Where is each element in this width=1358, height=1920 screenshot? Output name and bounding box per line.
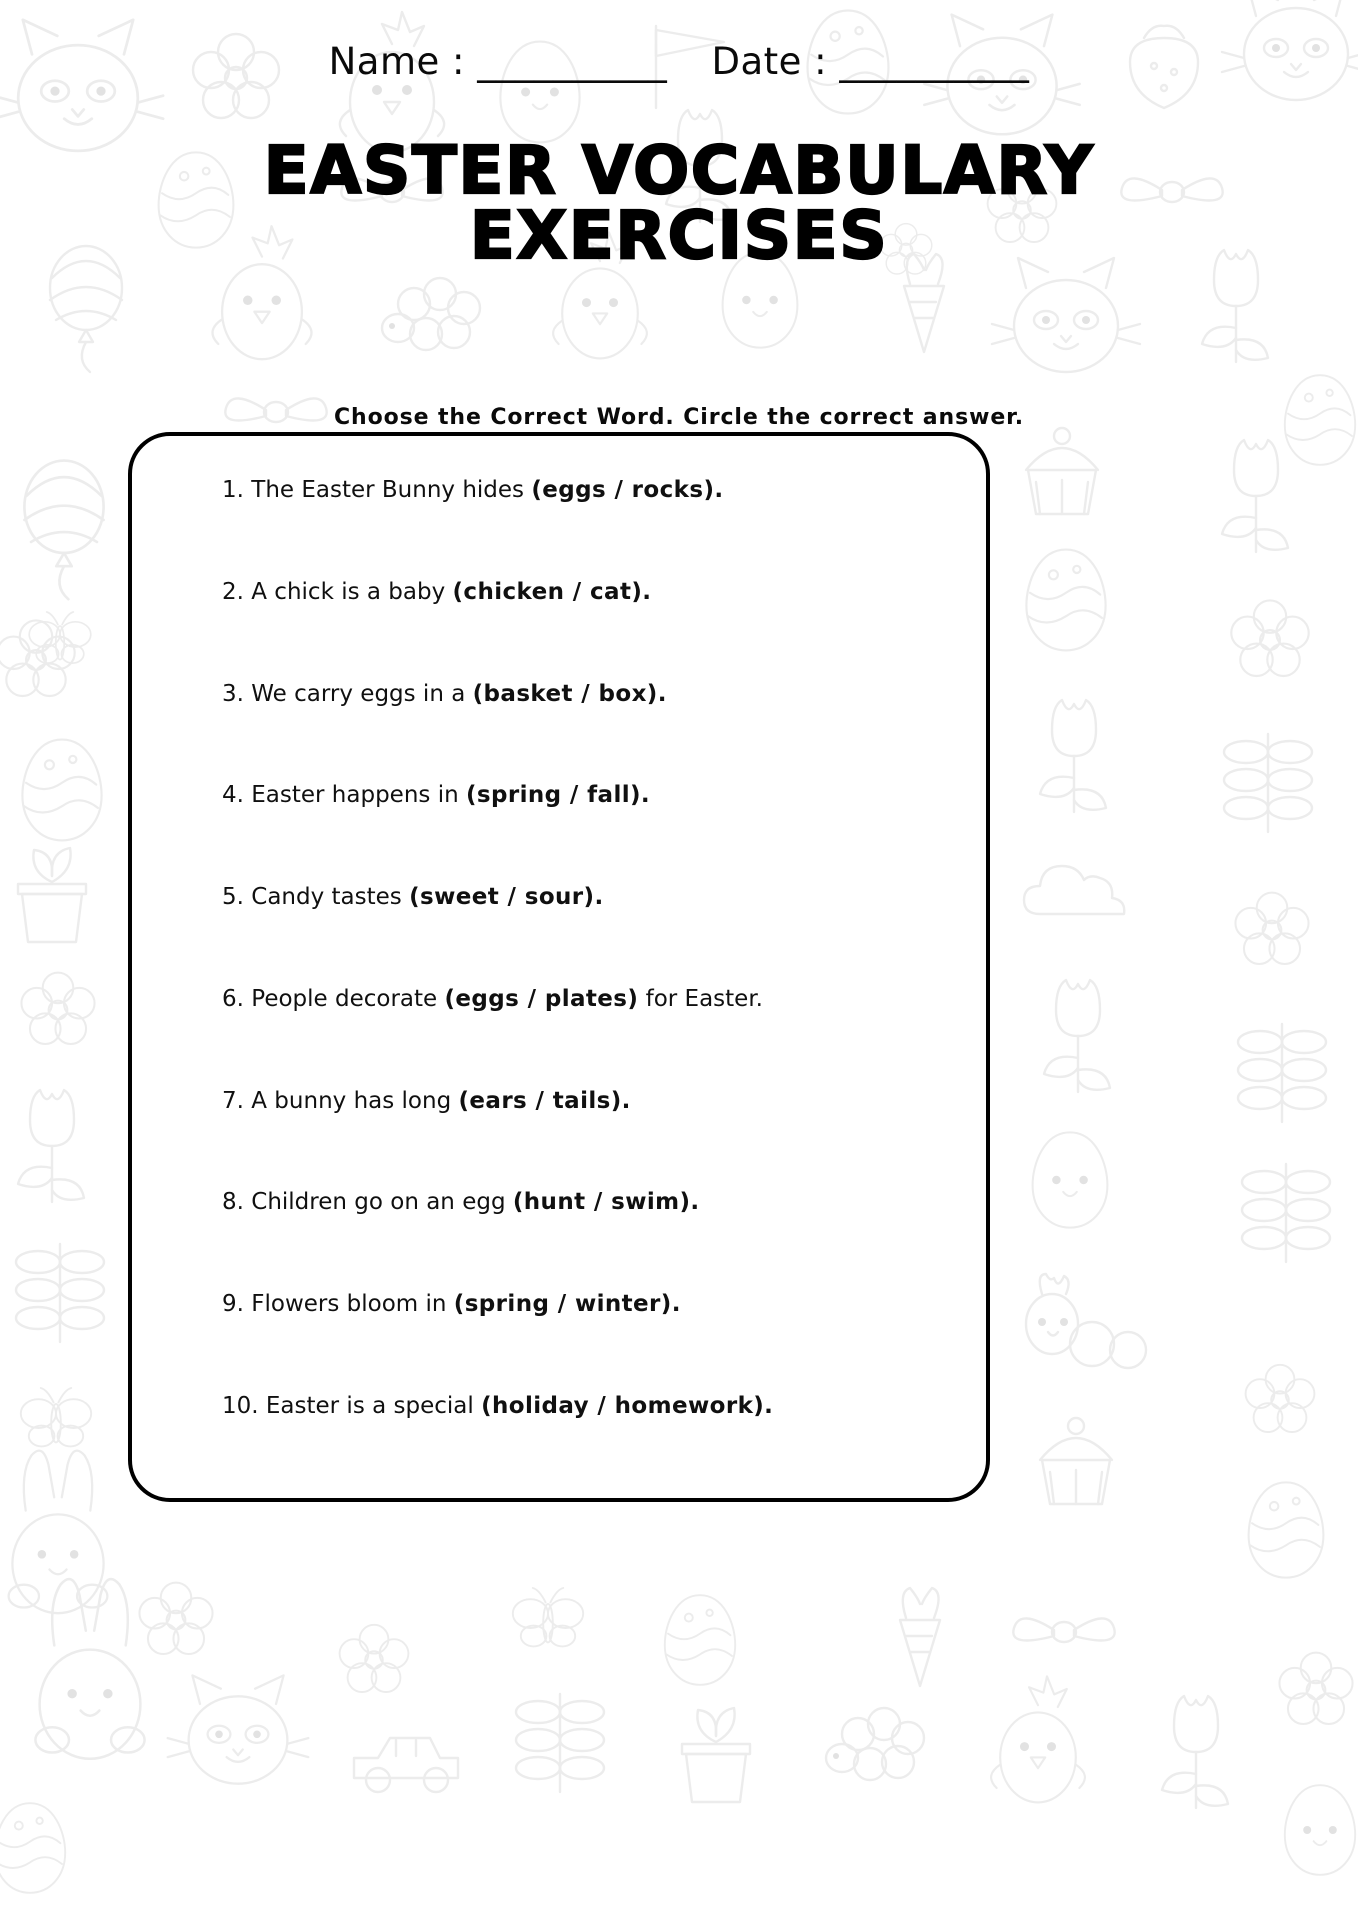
question-number: 2. xyxy=(222,578,244,605)
question-stem: A chick is a baby xyxy=(243,578,453,605)
title-line-2: EXERCISES xyxy=(469,197,889,275)
answer-choices[interactable]: (hunt / swim). xyxy=(512,1189,700,1216)
question-stem: People decorate xyxy=(243,985,445,1012)
name-date-row xyxy=(0,40,1358,83)
question-number: 8. xyxy=(222,1189,244,1216)
question-item[interactable] xyxy=(222,1290,962,1319)
question-tail: for Easter. xyxy=(638,985,763,1012)
answer-choices[interactable]: (eggs / plates) xyxy=(444,985,639,1012)
question-number: 10. xyxy=(222,1392,259,1419)
question-number: 6. xyxy=(222,985,244,1012)
question-number: 9. xyxy=(222,1291,244,1317)
date-field-label[interactable]: Date : __________ xyxy=(711,40,1030,83)
answer-choices[interactable]: (basket / box). xyxy=(472,680,667,707)
title-line-1: EASTER VOCABULARY xyxy=(263,132,1095,209)
answer-choices[interactable]: (spring / fall). xyxy=(465,782,651,809)
answer-choices[interactable]: (spring / winter). xyxy=(453,1291,681,1317)
question-stem: Candy tastes xyxy=(243,884,410,910)
page-title xyxy=(0,132,1358,275)
question-item[interactable] xyxy=(222,781,962,810)
question-number: 3. xyxy=(222,680,244,707)
question-stem: Flowers bloom in xyxy=(243,1291,454,1317)
question-item[interactable] xyxy=(222,578,962,607)
question-number: 5. xyxy=(222,884,244,910)
question-stem: Children go on an egg xyxy=(243,1189,513,1216)
answer-choices[interactable]: (holiday / homework). xyxy=(481,1392,774,1419)
answer-choices[interactable]: (eggs / rocks). xyxy=(531,477,724,503)
question-stem: A bunny has long xyxy=(243,1087,459,1114)
question-stem: Easter is a special xyxy=(258,1392,482,1419)
question-number: 7. xyxy=(222,1087,244,1114)
question-list xyxy=(222,476,962,1421)
question-number: 1. xyxy=(222,477,244,503)
question-item[interactable] xyxy=(222,985,962,1014)
name-field-label[interactable]: Name : __________ xyxy=(328,40,668,83)
question-item[interactable] xyxy=(222,1087,962,1116)
question-item[interactable] xyxy=(222,476,962,505)
question-item[interactable] xyxy=(222,883,962,912)
question-item[interactable] xyxy=(222,680,962,709)
answer-choices[interactable]: (chicken / cat). xyxy=(452,578,652,605)
question-number: 4. xyxy=(222,782,244,809)
question-stem: The Easter Bunny hides xyxy=(243,477,532,503)
question-item[interactable] xyxy=(222,1392,962,1421)
exercise-panel xyxy=(128,432,990,1502)
question-stem: We carry eggs in a xyxy=(243,680,473,707)
instruction-text: Choose the Correct Word. Circle the correct answer. xyxy=(333,405,1025,430)
question-item[interactable] xyxy=(222,1188,962,1217)
answer-choices[interactable]: (sweet / sour). xyxy=(409,884,604,910)
question-stem: Easter happens in xyxy=(243,782,466,809)
answer-choices[interactable]: (ears / tails). xyxy=(458,1087,631,1114)
